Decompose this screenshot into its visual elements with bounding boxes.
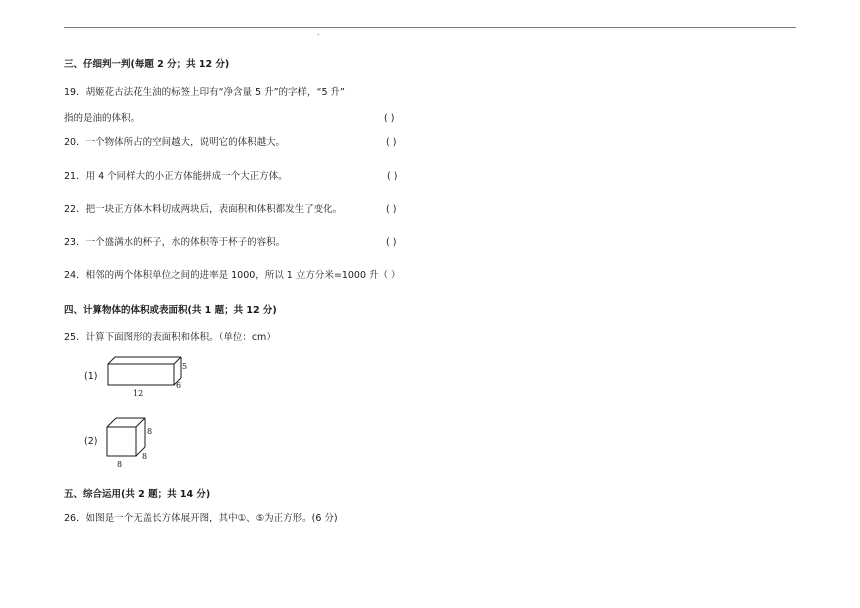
answer-paren-19[interactable]: ( ) [384, 113, 395, 124]
question-19-line1: 19．胡姬花古法花生油的标签上印有“净含量 5 升”的字样，“5 升” [64, 87, 345, 98]
cuboid-figure [100, 352, 200, 402]
question-23: 23．一个盛满水的杯子，水的体积等于杯子的容积。 [64, 237, 286, 248]
header-dot: . [317, 28, 320, 37]
figure-1-label: (1) [84, 371, 98, 382]
answer-paren-21[interactable]: ( ) [387, 171, 398, 182]
answer-paren-23[interactable]: ( ) [386, 237, 397, 248]
cube-side-edge-label: 8 [142, 452, 148, 461]
section-4-title: 四、计算物体的体积或表面积(共 1 题；共 12 分) [64, 305, 277, 316]
question-26: 26．如图是一个无盖长方体展开图，其中①、⑤为正方形。(6 分) [64, 513, 338, 524]
cube-height-label: 8 [147, 427, 153, 436]
question-21: 21．用 4 个同样大的小正方体能拼成一个大正方体。 [64, 171, 288, 182]
section-3-title: 三、仔细判一判(每题 2 分；共 12 分) [64, 59, 230, 70]
question-20: 20．一个物体所占的空间越大，说明它的体积越大。 [64, 137, 286, 148]
figure-2-label: (2) [84, 436, 98, 447]
question-24: 24．相邻的两个体积单位之间的进率是 1000，所以 1 立方分米=1000 升（ ） [64, 270, 401, 281]
cube-figure [100, 412, 170, 472]
cuboid-length-label: 12 [133, 389, 144, 398]
answer-paren-20[interactable]: ( ) [386, 137, 397, 148]
question-19-line2: 指的是油的体积。 [64, 113, 141, 124]
cuboid-width-label: 6 [176, 381, 182, 390]
question-22: 22．把一块正方体木料切成两块后，表面积和体积都发生了变化。 [64, 204, 343, 215]
cube-front-edge-label: 8 [117, 460, 123, 469]
cuboid-height-label: 5 [182, 362, 188, 371]
section-5-title: 五、综合运用(共 2 题；共 14 分) [64, 489, 211, 500]
question-25: 25．计算下面图形的表面积和体积。（单位：cm） [64, 332, 276, 343]
answer-paren-22[interactable]: ( ) [386, 204, 397, 215]
header-rule [64, 27, 796, 28]
